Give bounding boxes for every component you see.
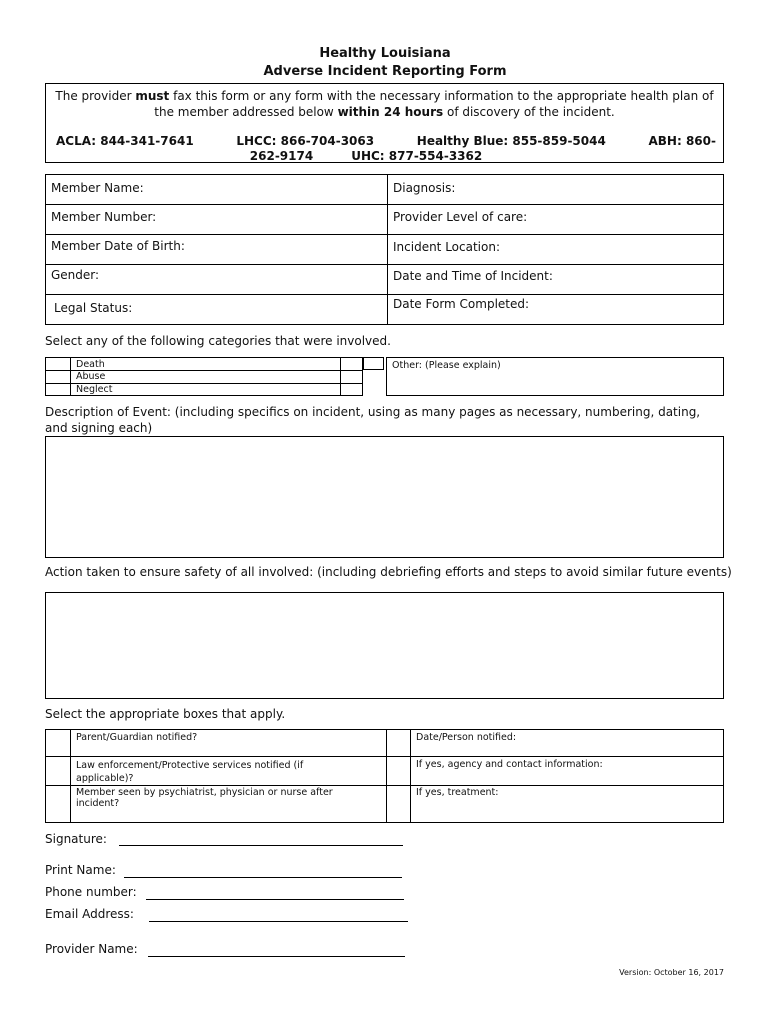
checkbox-other-indicator[interactable] [342,359,361,369]
gender-field[interactable]: Gender: [51,268,100,282]
action-textarea[interactable] [45,592,724,699]
provider-name-input[interactable] [148,956,405,957]
action-label: Action taken to ensure safety of all involved: (including debriefing efforts and steps to avoid similar future events) [45,565,732,579]
category-death: Death [76,359,105,370]
parent-notified-label: Parent/Guardian notified? [76,732,198,743]
print-name-input[interactable] [124,877,402,878]
signature-input[interactable] [119,845,403,846]
incident-location-field[interactable]: Incident Location: [393,240,500,254]
notice-must: must [135,89,170,103]
fax-instruction [46,88,723,120]
member-name-field[interactable]: Member Name: [51,181,144,195]
incident-datetime-field[interactable]: Date and Time of Incident: [393,269,553,283]
phone-input[interactable] [146,899,404,900]
checkbox-other[interactable] [363,357,384,370]
description-label: Description of Event: (including specifics on incident, using as many pages as necessary, numbering, dating, and signing each) [45,405,701,435]
other-explain-box[interactable] [386,357,724,396]
member-dob-field[interactable]: Member Date of Birth: [51,239,185,253]
category-neglect: Neglect [76,384,113,395]
form-title-line1: Healthy Louisiana [319,46,451,61]
diagnosis-field[interactable]: Diagnosis: [393,181,456,195]
checkbox-law-enforcement-right[interactable] [388,758,409,784]
law-enforcement-label: Law enforcement/Protective services notified (if applicable)? [76,760,304,784]
print-name-label: Print Name: [45,863,116,877]
phone-abh-2: 262-9174 [249,149,314,163]
checkbox-death[interactable] [47,359,68,369]
apply-boxes-table [45,729,724,823]
phone-label: Phone number: [45,885,137,899]
other-label: Other: (Please explain) [392,360,501,371]
checkbox-member-seen[interactable] [47,787,69,821]
provider-name-label: Provider Name: [45,942,138,956]
member-seen-label: Member seen by psychiatrist, physician or nurse after incident? [76,787,333,809]
date-person-notified-label: Date/Person notified: [416,732,517,743]
health-plan-phones [56,134,716,164]
provider-level-field[interactable]: Provider Level of care: [393,210,528,224]
member-info-table [45,174,724,325]
version-text: Version: October 16, 2017 [619,968,724,977]
signature-label: Signature: [45,832,107,846]
categories-prompt: Select any of the following categories that were involved. [45,334,391,348]
agency-contact-label: If yes, agency and contact information: [416,759,603,770]
boxes-prompt: Select the appropriate boxes that apply. [45,707,286,721]
phone-abh-1: ABH: 860- [648,134,716,148]
treatment-label: If yes, treatment: [416,787,499,798]
date-completed-field[interactable]: Date Form Completed: [393,297,530,311]
checkbox-parent-notified[interactable] [47,731,69,755]
checkbox-parent-notified-right[interactable] [388,731,409,755]
checkbox-neglect[interactable] [47,385,68,395]
notice-within: within 24 hours [337,105,444,119]
phone-acla: ACLA: 844-341-7641 [56,134,194,148]
category-abuse: Abuse [76,371,106,382]
email-input[interactable] [149,921,408,922]
fax-notice-box [45,83,724,163]
notice-text-2: fax this form or any form with the necessary information to the appropriate health plan of the member addressed below [154,89,714,119]
notice-text-1: The provider [55,89,136,103]
checkbox-member-seen-right[interactable] [388,787,409,821]
category-grid [45,357,365,396]
legal-status-field[interactable]: Legal Status: [54,301,133,315]
phone-uhc: UHC: 877-554-3362 [351,149,483,163]
notice-text-3: of discovery of the incident. [443,105,615,119]
phone-lhcc: LHCC: 866-704-3063 [236,134,375,148]
checkbox-abuse[interactable] [47,372,68,382]
phone-healthy-blue: Healthy Blue: 855-859-5044 [416,134,606,148]
checkbox-law-enforcement[interactable] [47,758,69,784]
email-label: Email Address: [45,907,134,921]
form-title-line2: Adverse Incident Reporting Form [263,64,507,79]
member-number-field[interactable]: Member Number: [51,210,157,224]
description-textarea[interactable] [45,436,724,558]
